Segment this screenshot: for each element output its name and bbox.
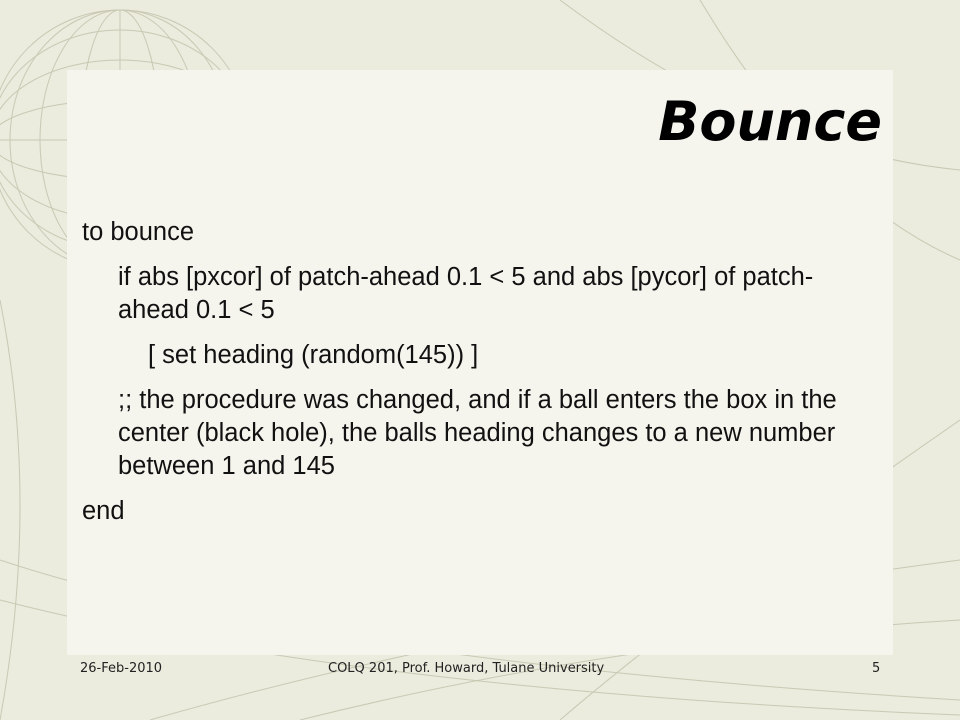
footer-date: 26-Feb-2010	[80, 661, 163, 676]
code-line: to bounce	[82, 218, 195, 246]
slide-body	[82, 216, 872, 540]
slide-title: Bounce	[658, 90, 882, 153]
footer-page-number: 5	[872, 661, 881, 676]
footer-course: COLQ 201, Prof. Howard, Tulane University	[328, 661, 605, 676]
code-line: if abs [pxcor] of patch-ahead 0.1 < 5 and abs [pycor] of patch-ahead 0.1 < 5	[118, 263, 814, 324]
code-line: [ set heading (random(145)) ]	[148, 341, 479, 369]
code-line: end	[82, 497, 125, 525]
code-comment-line: ;; the procedure was changed, and if a ball enters the box in the center (black hole), the balls heading changes to a new number between 1 and 145	[118, 386, 837, 480]
